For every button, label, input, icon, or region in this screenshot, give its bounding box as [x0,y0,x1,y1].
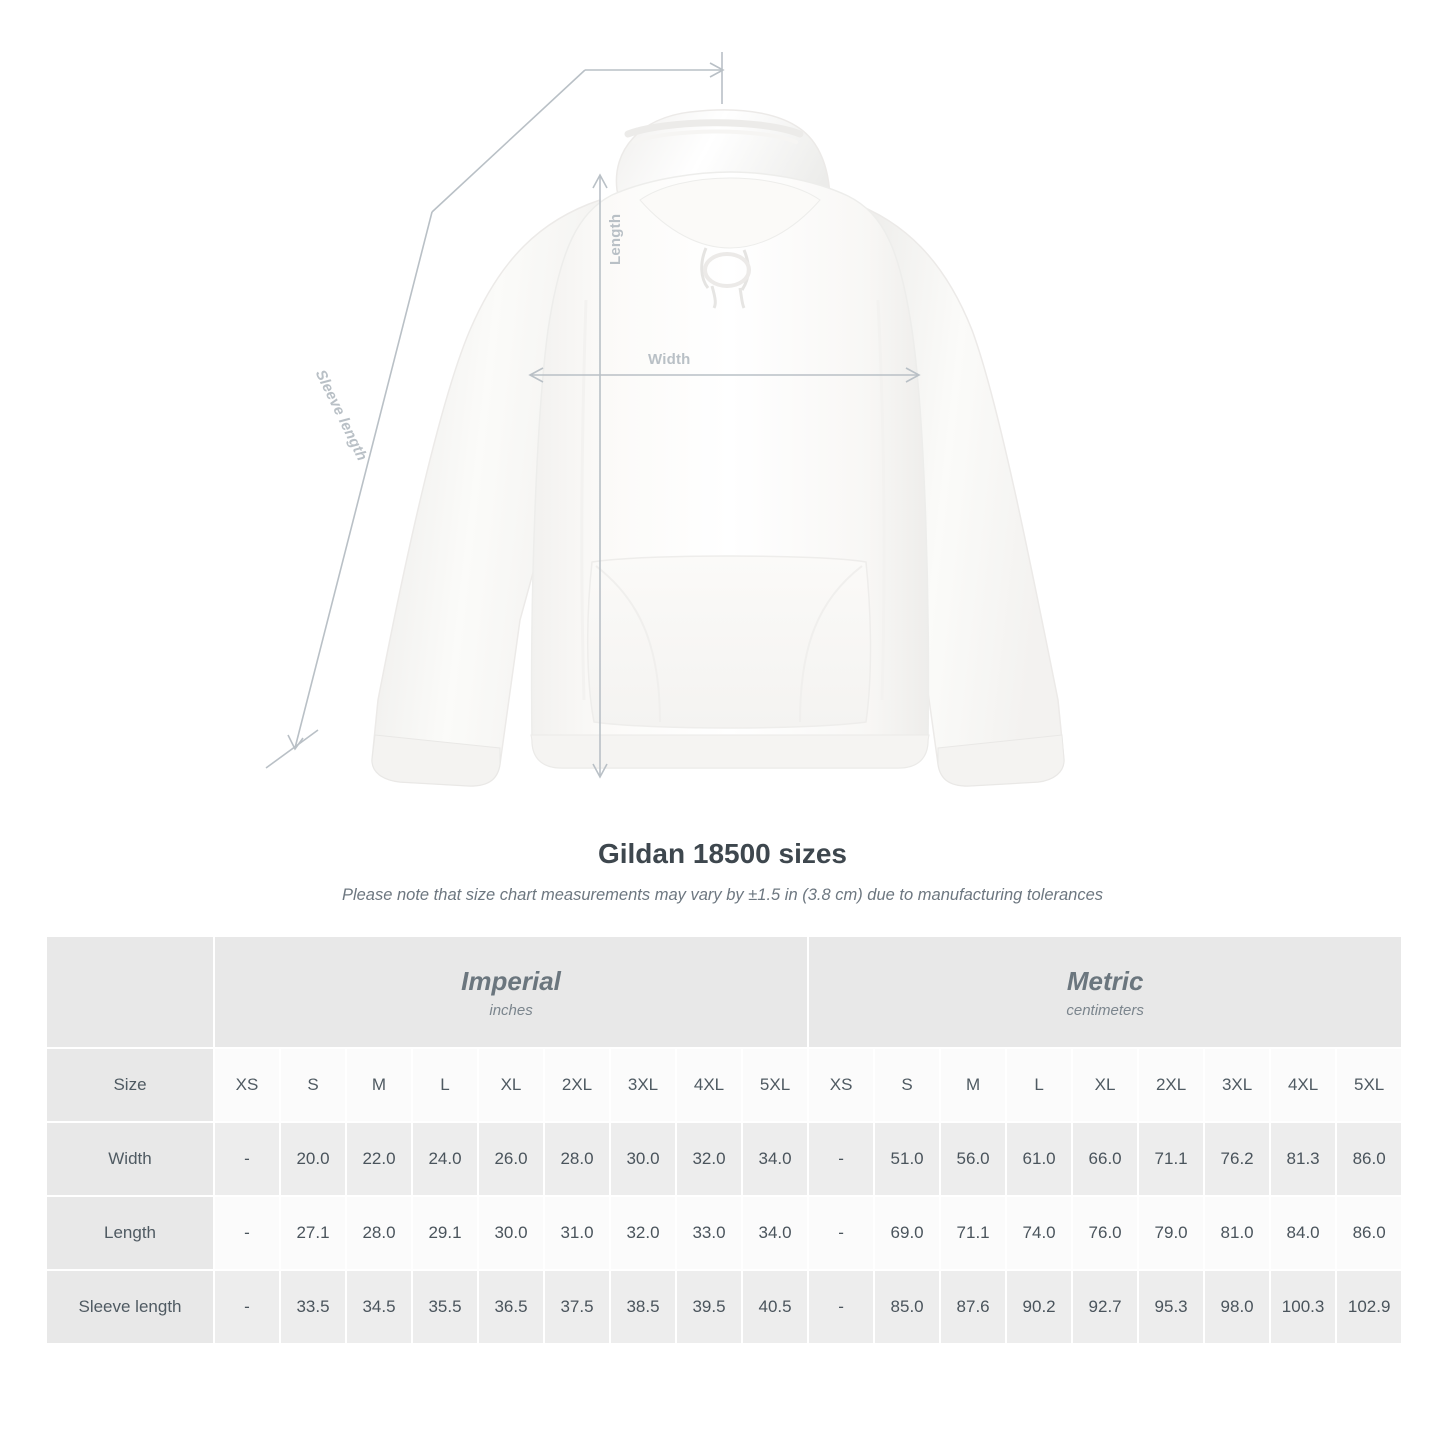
col-header-metric-2: M [940,1048,1006,1122]
col-header-imperial-8: 5XL [742,1048,808,1122]
row-label-length: Length [46,1196,214,1270]
cell-width-imperial-1: 20.0 [280,1122,346,1196]
tolerance-note: Please note that size chart measurements may vary by ±1.5 in (3.8 cm) due to manufacturing tolerances [341,886,1104,904]
imperial-unit: inches [489,1001,533,1019]
cell-length-metric-4: 76.0 [1072,1196,1138,1270]
col-header-imperial-1: S [280,1048,346,1122]
col-header-imperial-4: XL [478,1048,544,1122]
metric-name: Metric [1066,966,1144,997]
cell-sleeve-imperial-5: 37.5 [544,1270,610,1344]
cell-width-imperial-0: - [214,1122,280,1196]
cell-length-imperial-2: 28.0 [346,1196,412,1270]
cell-sleeve-imperial-1: 33.5 [280,1270,346,1344]
cell-width-metric-7: 81.3 [1270,1122,1336,1196]
cell-length-metric-7: 84.0 [1270,1196,1336,1270]
row-label-width: Width [46,1122,214,1196]
cell-width-metric-6: 76.2 [1204,1122,1270,1196]
size-chart-table-wrap [45,935,1400,1345]
cell-width-metric-8: 86.0 [1336,1122,1402,1196]
cell-length-imperial-4: 30.0 [478,1196,544,1270]
cell-width-imperial-6: 30.0 [610,1122,676,1196]
table-row [46,1270,1402,1344]
col-header-imperial-0: XS [214,1048,280,1122]
title-block [0,838,1445,905]
col-header-metric-5: 2XL [1138,1048,1204,1122]
col-header-metric-8: 5XL [1336,1048,1402,1122]
cell-length-metric-3: 74.0 [1006,1196,1072,1270]
cell-sleeve-imperial-7: 39.5 [676,1270,742,1344]
size-chart-table [45,935,1403,1345]
unit-group-row [46,936,1402,1048]
cell-width-metric-1: 51.0 [874,1122,940,1196]
cell-sleeve-imperial-6: 38.5 [610,1270,676,1344]
cell-width-metric-5: 71.1 [1138,1122,1204,1196]
cell-length-metric-2: 71.1 [940,1196,1006,1270]
cell-sleeve-metric-3: 90.2 [1006,1270,1072,1344]
cell-length-imperial-7: 33.0 [676,1196,742,1270]
col-header-imperial-2: M [346,1048,412,1122]
cell-width-metric-0: - [808,1122,874,1196]
cell-length-imperial-3: 29.1 [412,1196,478,1270]
cell-sleeve-metric-1: 85.0 [874,1270,940,1344]
cell-sleeve-imperial-0: - [214,1270,280,1344]
cell-sleeve-metric-0: - [808,1270,874,1344]
cell-length-metric-1: 69.0 [874,1196,940,1270]
cell-sleeve-imperial-2: 34.5 [346,1270,412,1344]
cell-width-metric-3: 61.0 [1006,1122,1072,1196]
cell-sleeve-metric-8: 102.9 [1336,1270,1402,1344]
cell-length-metric-0: - [808,1196,874,1270]
col-header-metric-3: L [1006,1048,1072,1122]
cell-length-imperial-1: 27.1 [280,1196,346,1270]
table-row [46,1196,1402,1270]
unit-group-imperial [214,936,808,1048]
length-label: Length [607,213,624,265]
col-header-metric-4: XL [1072,1048,1138,1122]
cell-length-imperial-6: 32.0 [610,1196,676,1270]
cell-length-metric-8: 86.0 [1336,1196,1402,1270]
cell-length-metric-5: 79.0 [1138,1196,1204,1270]
col-header-imperial-6: 3XL [610,1048,676,1122]
cell-width-imperial-7: 32.0 [676,1122,742,1196]
table-row [46,1122,1402,1196]
cell-length-imperial-8: 34.0 [742,1196,808,1270]
col-header-imperial-5: 2XL [544,1048,610,1122]
size-header: Size [46,1048,214,1122]
col-header-imperial-7: 4XL [676,1048,742,1122]
col-header-imperial-3: L [412,1048,478,1122]
cell-width-metric-4: 66.0 [1072,1122,1138,1196]
width-label: Width [648,351,691,368]
table-header-row [46,1048,1402,1122]
hoodie-shape [372,110,1064,786]
col-header-metric-6: 3XL [1204,1048,1270,1122]
cell-sleeve-metric-5: 95.3 [1138,1270,1204,1344]
col-header-metric-7: 4XL [1270,1048,1336,1122]
unit-group-blank [46,936,214,1048]
cell-sleeve-imperial-3: 35.5 [412,1270,478,1344]
cell-length-imperial-5: 31.0 [544,1196,610,1270]
cell-length-metric-6: 81.0 [1204,1196,1270,1270]
cell-sleeve-metric-7: 100.3 [1270,1270,1336,1344]
metric-unit: centimeters [1066,1001,1144,1019]
cell-length-imperial-0: - [214,1196,280,1270]
cell-width-imperial-5: 28.0 [544,1122,610,1196]
cell-sleeve-metric-6: 98.0 [1204,1270,1270,1344]
col-header-metric-0: XS [808,1048,874,1122]
sleeve-length-label: Sleeve length [311,367,371,464]
cell-sleeve-metric-4: 92.7 [1072,1270,1138,1344]
cell-width-imperial-4: 26.0 [478,1122,544,1196]
unit-group-metric [808,936,1402,1048]
cell-sleeve-imperial-8: 40.5 [742,1270,808,1344]
cell-sleeve-imperial-4: 36.5 [478,1270,544,1344]
cell-width-metric-2: 56.0 [940,1122,1006,1196]
row-label-sleeve-length: Sleeve length [46,1270,214,1344]
imperial-name: Imperial [461,966,561,997]
cell-width-imperial-2: 22.0 [346,1122,412,1196]
page-title: Gildan 18500 sizes [597,838,848,869]
col-header-metric-1: S [874,1048,940,1122]
cell-sleeve-metric-2: 87.6 [940,1270,1006,1344]
cell-width-imperial-8: 34.0 [742,1122,808,1196]
cell-width-imperial-3: 24.0 [412,1122,478,1196]
